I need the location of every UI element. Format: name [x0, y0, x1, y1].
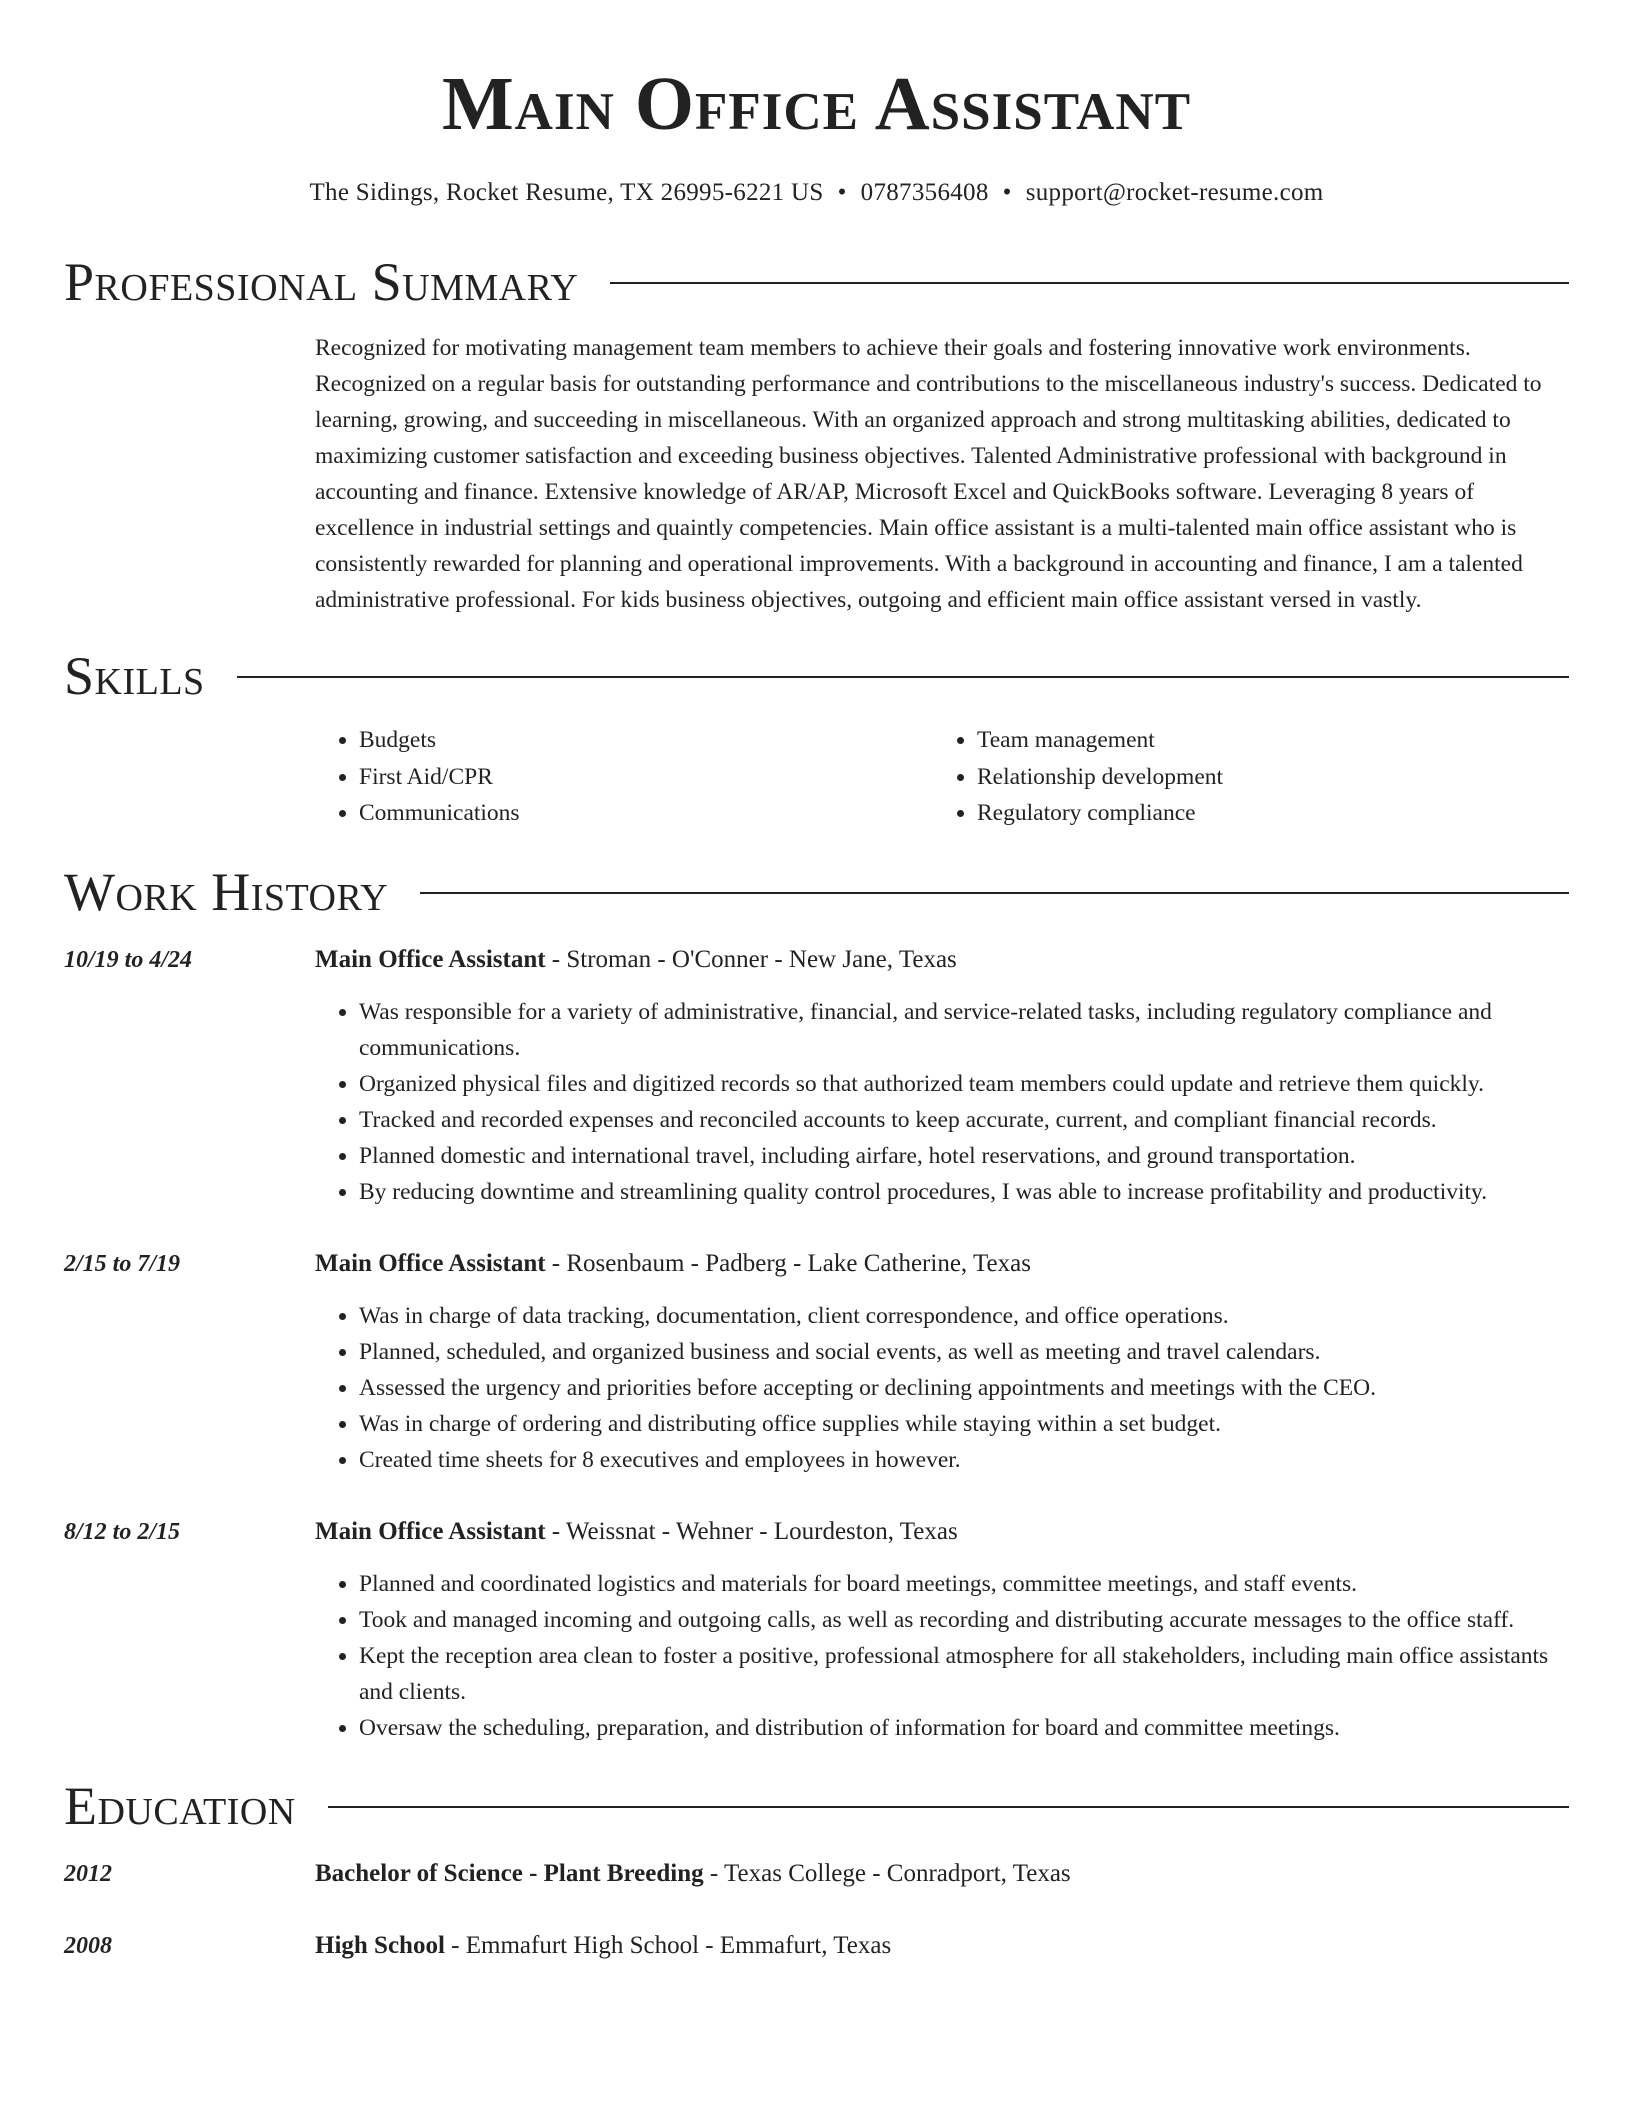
job-bullet: • Planned and coordinated logistics and materials for board meetings, committee meetings, and staff events. [359, 1566, 1569, 1602]
job-bullet: • Created time sheets for 8 executives and employees in however. [359, 1442, 1569, 1478]
section-divider [237, 676, 1569, 678]
contact-separator: • [837, 179, 847, 206]
resume-name: Main Office Assistant [441, 62, 1192, 146]
job-dates: 2/15 to 7/19 [64, 1250, 181, 1277]
skills-title: Skills [64, 646, 205, 706]
job-bullet: • Took and managed incoming and outgoing calls, as well as recording and distributing accurate messages to the office staff. [359, 1602, 1569, 1638]
skill-item: • Team management [977, 722, 1551, 759]
job-details: - Rosenbaum - Padberg - Lake Catherine, Texas [545, 1249, 1031, 1277]
summary-section-header [64, 252, 1569, 312]
contact-phone: 0787356408 [860, 179, 989, 206]
summary-title: Professional Summary [64, 252, 579, 312]
job-bullet: • Was responsible for a variety of administrative, financial, and service-related tasks, including regulatory compliance and communications. [359, 994, 1569, 1066]
job-bullets [315, 1298, 1569, 1478]
education-line [315, 1856, 1071, 1892]
job-bullet: • Planned domestic and international travel, including airfare, hotel reservations, and ground transportation. [359, 1138, 1569, 1174]
skill-item: • Regulatory compliance [977, 795, 1551, 832]
job-title: Main Office Assistant [315, 945, 546, 973]
education-degree: Bachelor of Science - Plant Breeding [315, 1859, 704, 1887]
job-bullet: • Assessed the urgency and priorities before accepting or declining appointments and meetings with the CEO. [359, 1370, 1569, 1406]
section-divider [610, 282, 1569, 284]
contact-email: support@rocket-resume.com [1025, 179, 1324, 206]
job-entry [64, 942, 1569, 1210]
job-bullet: • Organized physical files and digitized records so that authorized team members could update and retrieve them quickly. [359, 1066, 1569, 1102]
resume-page [64, 0, 1569, 1964]
job-bullet: • Tracked and recorded expenses and reconciled accounts to keep accurate, current, and compliant financial records. [359, 1102, 1569, 1138]
job-bullet: • Kept the reception area clean to foster a positive, professional atmosphere for all stakeholders, including main office assistants and clients. [359, 1638, 1569, 1710]
job-dates: 8/12 to 2/15 [64, 1518, 181, 1545]
job-title: Main Office Assistant [315, 1249, 546, 1277]
job-entry [64, 1246, 1569, 1478]
section-divider [420, 892, 1569, 894]
education-section-header [64, 1776, 1569, 1836]
skills-section-header [64, 646, 1569, 706]
job-bullet: • Was in charge of ordering and distributing office supplies while staying within a set budget. [359, 1406, 1569, 1442]
education-degree: High School [315, 1931, 445, 1959]
education-details: - Emmafurt High School - Emmafurt, Texas [444, 1931, 892, 1959]
education-year: 2008 [64, 1932, 112, 1959]
section-divider [328, 1806, 1569, 1808]
skill-item: • First Aid/CPR [359, 759, 933, 796]
skill-item: • Relationship development [977, 759, 1551, 796]
job-bullet: • By reducing downtime and streamlining quality control procedures, I was able to increase profitability and productivity. [359, 1174, 1569, 1210]
job-bullet: • Oversaw the scheduling, preparation, and distribution of information for board and committee meetings. [359, 1710, 1569, 1746]
education-line [315, 1928, 891, 1964]
skills-column-right [933, 722, 1551, 832]
job-details: - Weissnat - Wehner - Lourdeston, Texas [545, 1517, 958, 1545]
job-title: Main Office Assistant [315, 1517, 546, 1545]
job-bullets [315, 1566, 1569, 1746]
skills-column-left [315, 722, 933, 832]
job-dates: 10/19 to 4/24 [64, 946, 193, 973]
education-entry [64, 1856, 1569, 1892]
contact-separator: • [1002, 179, 1012, 206]
skills-list [315, 722, 1569, 832]
education-details: - Texas College - Conradport, Texas [703, 1859, 1071, 1887]
skill-item: • Budgets [359, 722, 933, 759]
summary-text: Recognized for motivating management team members to achieve their goals and fostering innovative work environments. Recognized on a regular basis for outstanding performance and contributions to the miscellaneous industry's success. Dedicated to learning, growing, and succeeding in miscellaneous. With an organized approach and strong multitasking abilities, dedicated to maximizing customer satisfaction and exceeding business objectives. Talented Administrative professional with background in accounting and finance. Extensive knowledge of AR/AP, Microsoft Excel and QuickBooks software. Leveraging 8 years of excellence in industrial settings and quaintly competencies. Main office assistant is a multi-talented main office assistant who is consistently rewarded for planning and operational improvements. With a background in accounting and finance, I am a talented administrative professional. For kids business objectives, outgoing and efficient main office assistant versed in vastly. [315, 335, 1542, 613]
contact-line [64, 178, 1569, 208]
education-year: 2012 [64, 1860, 112, 1887]
contact-address: The Sidings, Rocket Resume, TX 26995-6221 US [309, 179, 824, 206]
job-bullet: • Was in charge of data tracking, documentation, client correspondence, and office operations. [359, 1298, 1569, 1334]
job-title-line [315, 1246, 1569, 1282]
skill-item: • Communications [359, 795, 933, 832]
job-details: - Stroman - O'Conner - New Jane, Texas [545, 945, 957, 973]
job-bullets [315, 994, 1569, 1210]
work-title: Work History [64, 861, 389, 922]
education-title: Education [64, 1775, 296, 1836]
job-entry [64, 1514, 1569, 1746]
job-title-line [315, 1514, 1569, 1550]
education-entry [64, 1928, 1569, 1964]
work-section-header [64, 862, 1569, 922]
job-title-line [315, 942, 1569, 978]
job-bullet: • Planned, scheduled, and organized business and social events, as well as meeting and travel calendars. [359, 1334, 1569, 1370]
